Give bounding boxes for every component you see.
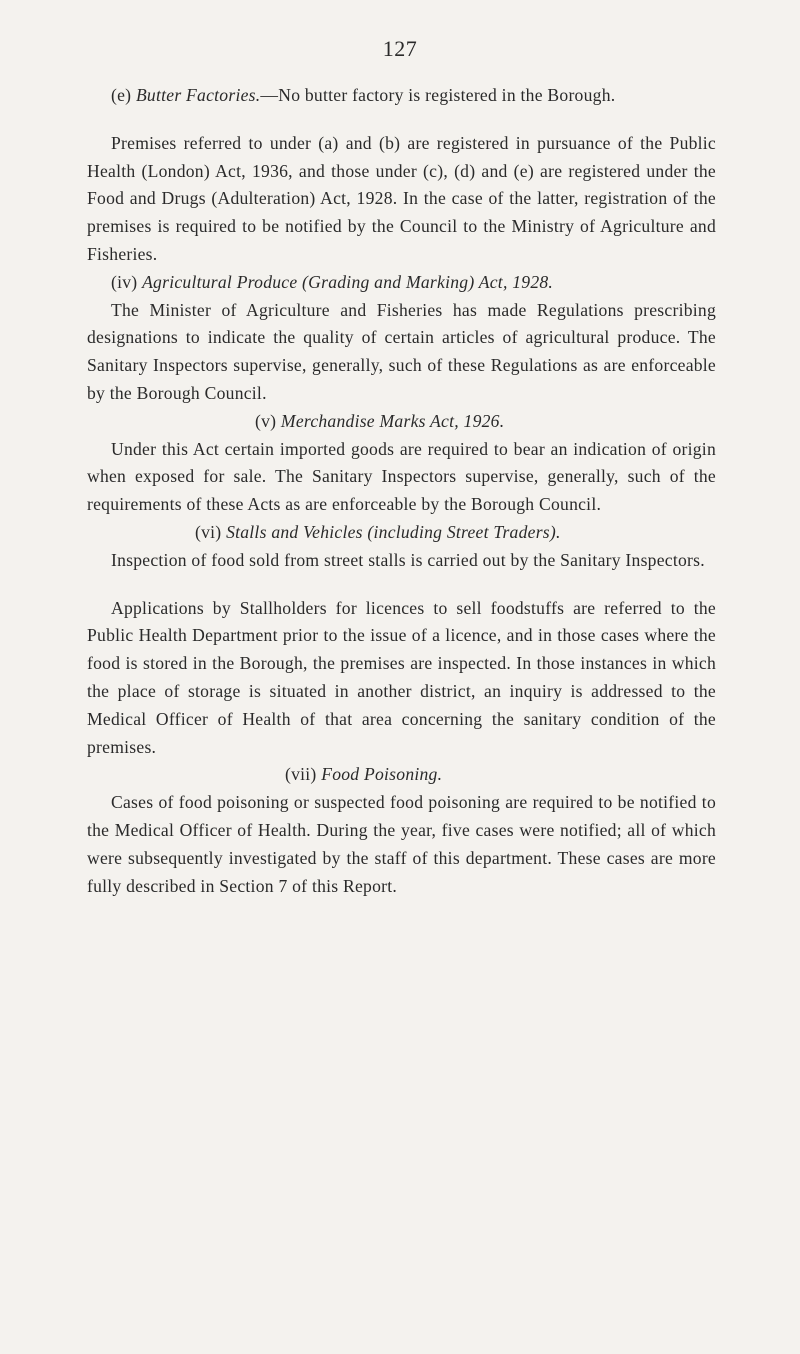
document-body bbox=[87, 82, 716, 900]
food-poisoning-heading bbox=[87, 761, 716, 789]
stalls-vehicles-title: Stalls and Vehicles (including Street Traders). bbox=[226, 521, 561, 542]
food-poisoning-title: Food Poisoning. bbox=[321, 764, 443, 785]
merchandise-marks-label: (v) bbox=[255, 410, 277, 431]
stallholders-paragraph: Applications by Stallholders for licences to sell foodstuffs are referred to the Public Health Department prior to the issue of a licence, and in those cases where the food is stored in the Borough, the premises are inspected. In those instances in which the place of storage is situated in another district, an inquiry is addressed to the Medical Officer of Health of that area concerning the sanitary condition of the premises. bbox=[87, 597, 716, 757]
stalls-vehicles-label: (vi) bbox=[195, 521, 222, 542]
agricultural-produce-paragraph: The Minister of Agriculture and Fisheries has made Regulations prescribing designations to indicate the quality of certain articles of agricultural produce. The Sanitary Inspectors supervise, generally, such of these Regulations as are enforceable by the Borough Council. bbox=[87, 299, 716, 403]
agricultural-produce-label: (iv) bbox=[111, 271, 138, 292]
butter-factories-label: (e) bbox=[111, 85, 132, 105]
food-poisoning-label: (vii) bbox=[285, 764, 317, 785]
stalls-vehicles-heading bbox=[87, 519, 716, 547]
merchandise-marks-paragraph: Under this Act certain imported goods are required to bear an indication of origin when exposed for sale. The Sanitary Inspectors supervise, generally, such of the requirements of these Acts as are enforceable by the Borough Council. bbox=[87, 438, 716, 515]
butter-factories-title: Butter Factories. bbox=[135, 85, 261, 105]
butter-factories-paragraph bbox=[87, 82, 716, 110]
page-number: 127 bbox=[382, 36, 418, 61]
stalls-vehicles-paragraph: Inspection of food sold from street stalls is carried out by the Sanitary Inspectors. bbox=[111, 549, 705, 570]
merchandise-marks-title: Merchandise Marks Act, 1926. bbox=[280, 410, 505, 431]
agricultural-produce-title: Agricultural Produce (Grading and Marking) Act, 1928. bbox=[142, 271, 554, 292]
food-poisoning-paragraph: Cases of food poisoning or suspected food poisoning are required to be notified to the Medical Officer of Health. During the year, five cases were notified; all of which were subsequently investigated by the staff of this department. These cases are more fully described in Section 7 of this Report. bbox=[87, 792, 716, 896]
premises-paragraph: Premises referred to under (a) and (b) are registered in pursuance of the Public Health (London) Act, 1936, and those under (c), (d) and (e) are registered under the Food and Drugs (Adulteration) Act, 1928. In the case of the latter, registration of the premises is required to be notified by the Council to the Ministry of Agriculture and Fisheries. bbox=[87, 132, 716, 264]
butter-factories-text: —No butter factory is registered in the Borough. bbox=[260, 85, 616, 105]
agricultural-produce-heading bbox=[87, 269, 716, 297]
merchandise-marks-heading bbox=[87, 408, 716, 436]
